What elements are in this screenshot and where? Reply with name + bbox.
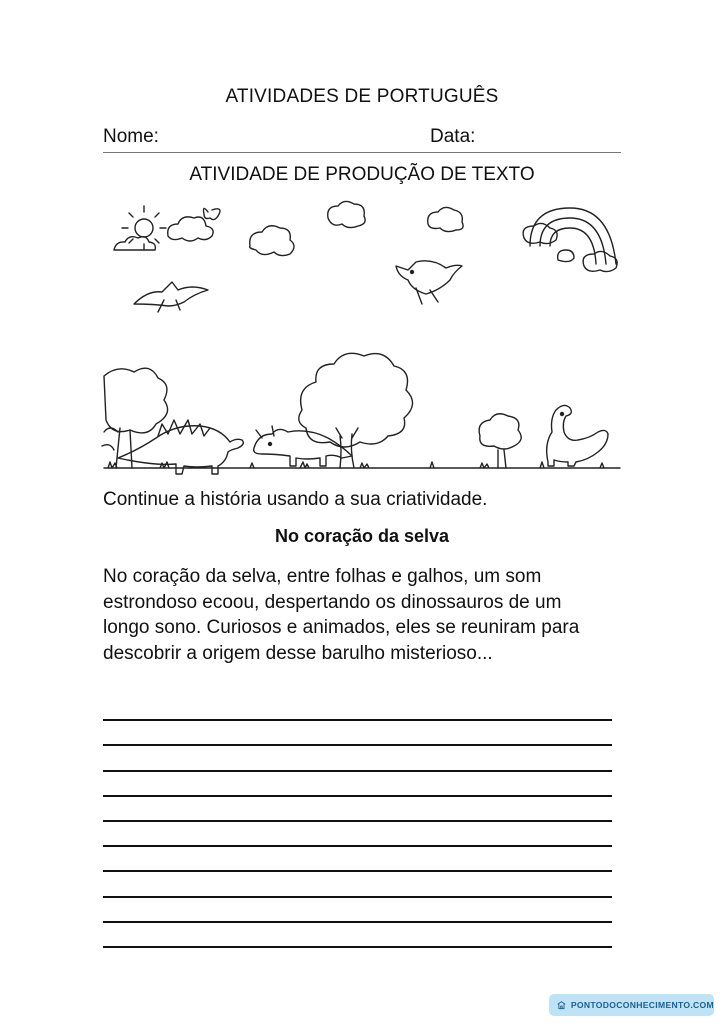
writing-line[interactable]	[103, 898, 612, 923]
writing-lines	[103, 696, 612, 948]
story-line: No coração da selva, entre folhas e galhos, um som	[103, 566, 542, 587]
writing-line[interactable]	[103, 696, 612, 721]
name-date-row	[103, 126, 621, 153]
story-line: estrondoso ecoou, despertando os dinossauros de um	[103, 591, 562, 613]
story-line: descobrir a origem desse barulho misterioso...	[103, 642, 493, 664]
writing-line[interactable]	[103, 772, 612, 797]
pterodactyl-icon	[396, 261, 462, 304]
writing-line[interactable]	[103, 746, 612, 771]
name-label: Nome:	[103, 126, 159, 147]
date-label: Data:	[430, 126, 476, 147]
writing-line[interactable]	[103, 872, 612, 897]
cloud-icon	[428, 207, 463, 231]
activity-title: ATIVIDADE DE PRODUÇÃO DE TEXTO	[189, 164, 535, 185]
tree-icon	[299, 353, 413, 468]
footer-brand-badge[interactable]	[549, 994, 714, 1016]
writing-line[interactable]	[103, 847, 612, 872]
story-line: longo sono. Curiosos e animados, eles se reuniram para	[103, 617, 580, 638]
writing-line[interactable]	[103, 721, 612, 746]
page-title: ATIVIDADES DE PORTUGUÊS	[225, 86, 499, 107]
writing-line[interactable]	[103, 923, 612, 948]
cloud-icon	[114, 237, 155, 250]
butterfly-icon	[204, 208, 221, 219]
school-icon	[557, 999, 566, 1011]
dinosaur-illustration	[100, 196, 624, 476]
tree-icon	[479, 414, 521, 468]
ground-grass	[104, 462, 620, 468]
story-paragraph	[103, 564, 623, 666]
rainbow-icon	[523, 208, 617, 272]
cloud-icon	[168, 217, 213, 241]
cloud-icon	[328, 201, 365, 227]
cloud-icon	[250, 226, 294, 256]
pterodactyl-icon	[134, 282, 208, 312]
writing-line[interactable]	[103, 822, 612, 847]
tree-icon	[102, 368, 168, 468]
brontosaurus-icon	[547, 405, 608, 466]
footer-brand-text: PONTODOCONHECIMENTO.COM	[570, 1000, 714, 1010]
writing-line[interactable]	[103, 797, 612, 822]
stegosaurus-icon	[118, 420, 243, 474]
sun-icon	[122, 206, 166, 250]
story-title: No coração da selva	[274, 526, 450, 546]
instruction-text: Continue a história usando a sua criatividade.	[103, 489, 488, 510]
